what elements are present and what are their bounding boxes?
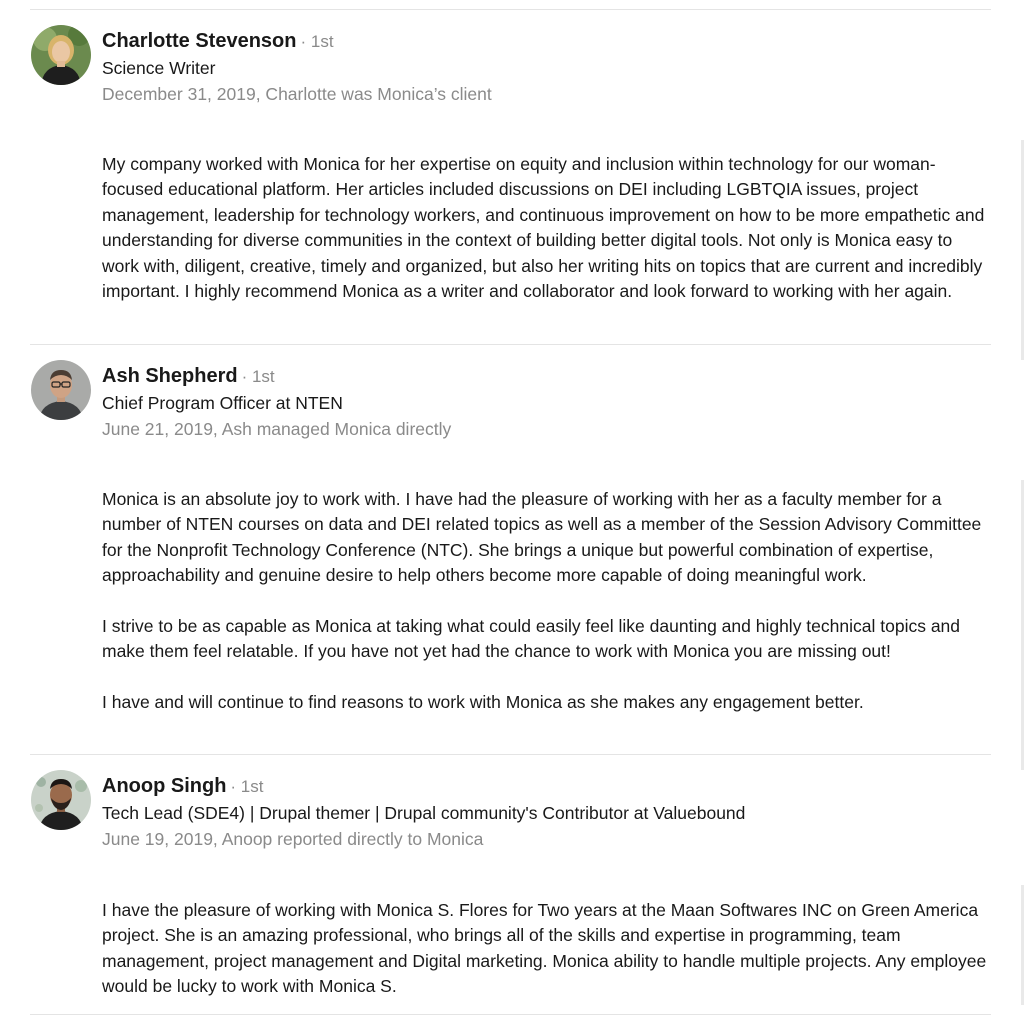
- recommendation-meta: June 19, 2019, Anoop reported directly to Monica: [102, 829, 484, 849]
- recommendation-paragraph: Monica is an absolute joy to work with. I have had the pleasure of working with her as a faculty member for a number of NTEN courses on data and DEI related topics as well as a member of the Session Advisory Committee for the Nonprofit Technology Conference (NTC). She brings a unique but powerful combination of expertise, approachability and genuine desire to help others become more capable of doing meaningful work.: [102, 489, 982, 586]
- avatar[interactable]: [31, 360, 91, 420]
- recommendation-divider: [30, 344, 991, 345]
- connection-degree: · 1st: [300, 32, 334, 51]
- recommendation-paragraph: I have the pleasure of working with Monica S. Flores for Two years at the Maan Softwares INC on Green America project. She is an amazing professional, who brings all of the skills and expertise in programming, team management, project management and Digital marketing. Monica ability to handle multiple projects. Any employee would be lucky to work with Monica S.: [102, 900, 987, 997]
- recommendation-paragraph: I strive to be as capable as Monica at taking what could easily feel like daunting and highly technical topics and make them feel relatable. If you have not yet had the chance to work with Monica you are missing out!: [102, 616, 961, 662]
- recommendation-divider: [30, 754, 991, 755]
- top-divider: [30, 9, 991, 10]
- connection-degree: · 1st: [241, 367, 275, 386]
- recommendation-paragraph: My company worked with Monica for her expertise on equity and inclusion within technology for our woman-focused educational platform. Her articles included discussions on DEI including LGBTQIA issues, project management, leadership for technology workers, and continuous improvement on how to be more empathetic and understanding for diverse communities in the context of building better digital tools. Not only is Monica easy to work with, diligent, creative, timely and organized, but also her writing hits on topics that are current and incredibly important. I highly recommend Monica as a writer and collaborator and look forward to working with her again.: [102, 154, 985, 302]
- recommender-name[interactable]: Charlotte Stevenson: [102, 30, 297, 52]
- avatar[interactable]: [31, 770, 91, 830]
- recommendation-paragraph: I have and will continue to find reasons to work with Monica as she makes any engagement better.: [102, 692, 864, 713]
- bottom-divider: [30, 1014, 991, 1015]
- avatar-man-beard-icon: [31, 770, 91, 830]
- recommender-headline: Chief Program Officer at NTEN: [102, 393, 343, 413]
- recommender-headline: Tech Lead (SDE4) | Drupal themer | Drupal community's Contributor at Valuebound: [102, 803, 746, 823]
- connection-degree: · 1st: [230, 777, 264, 796]
- recommendation-text: [102, 487, 992, 716]
- name-line: [102, 28, 334, 55]
- recommender-name[interactable]: Ash Shepherd: [102, 365, 238, 387]
- avatar-woman-blonde-icon: [31, 25, 91, 85]
- name-line: [102, 363, 275, 390]
- recommendation-meta: June 21, 2019, Ash managed Monica directly: [102, 419, 452, 439]
- avatar[interactable]: [31, 25, 91, 85]
- name-line: [102, 773, 263, 800]
- recommender-name[interactable]: Anoop Singh: [102, 775, 227, 797]
- recommendation-text: [102, 152, 992, 304]
- avatar-man-glasses-icon: [31, 360, 91, 420]
- recommendation-meta: December 31, 2019, Charlotte was Monica’s client: [102, 84, 492, 104]
- recommender-headline: Science Writer: [102, 58, 216, 78]
- recommendation-text: [102, 898, 992, 1000]
